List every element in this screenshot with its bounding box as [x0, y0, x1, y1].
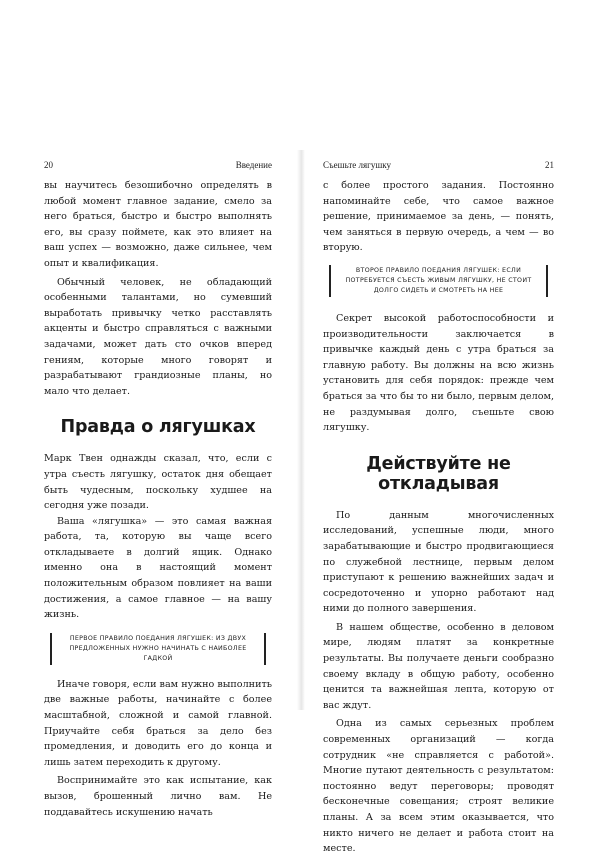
left-page [44, 150, 272, 820]
left-paragraph-4: Ваша «лягушка» — это самая важная работа, та, которую вы чаще всего откладываете в долгий ящик. Однако именно она в настоящий момент положительным образом повлияет на ваши достижения, а самое главное — на вашу жизнь. [44, 515, 272, 621]
left-rule-callout: ПЕРВОЕ ПРАВИЛО ПОЕДАНИЯ ЛЯГУШЕК: ИЗ ДВУХ ПРЕДЛОЖЕННЫХ НУЖНО НАЧИНАТЬ С НАИБОЛЕЕ ГАДКОЙ [50, 633, 266, 665]
right-paragraph-4: В нашем обществе, особенно в деловом мире, людям платят за конкретные результаты. Вы получаете деньги сообразно своему вкладу в общую работу, особенно ценится та важнейшая лепта, которую от вас ждут. [323, 621, 554, 711]
left-running-head-title: Введение [235, 160, 272, 170]
left-paragraph-2: Обычный человек, не обладающий особенными талантами, но сумевший выработать привычку четко расставлять акценты и быстро справляться с важными задачами, может дать сто очков вперед гениям, которые много говорят и разрабатывают грандиозные планы, но мало что делает. [44, 276, 272, 397]
right-paragraph-3: По данным многочисленных исследований, успешные люди, много зарабатывающие и быстро продвигающиеся по служебной лестнице, первым делом приступают к решению важнейших задач и сосредоточенно и упорно работают над ними до полного завершения. [323, 509, 554, 615]
right-running-header [323, 160, 554, 174]
right-rule-callout: ВТОРОЕ ПРАВИЛО ПОЕДАНИЯ ЛЯГУШЕК: ЕСЛИ ПОТРЕБУЕТСЯ СЪЕСТЬ ЖИВЫМ ЛЯГУШКУ, НЕ СТОИТ ДОЛГО СИДЕТЬ И СМОТРЕТЬ НА НЕЕ [329, 265, 548, 297]
book-gutter [297, 150, 305, 710]
right-running-head-title: Съешьте лягушку [323, 160, 392, 170]
right-section-heading: Действуйте не откладывая [366, 453, 511, 494]
right-page [323, 150, 554, 857]
right-paragraph-1: с более простого задания. Постоянно напоминайте себе, что самое важное решение, принимаемое за день, — понять, чем заняться в первую очередь, а чем — во вторую. [323, 180, 554, 254]
left-page-number: 20 [44, 160, 53, 170]
left-paragraph-5: Иначе говоря, если вам нужно выполнить две важные работы, начинайте с более масштабной, сложной и самой главной. Приучайте себя браться за дело без промедления, и доводить его до конца и лишь затем переходить к другому. [44, 678, 272, 768]
left-paragraph-6: Воспринимайте это как испытание, как вызов, брошенный лично вам. Не поддавайтесь искушению начать [44, 775, 272, 818]
left-section-heading: Правда о лягушках [60, 417, 256, 438]
right-page-number: 21 [545, 160, 554, 170]
left-paragraph-3: Марк Твен однажды сказал, что, если с утра съесть лягушку, остаток дня обещает быть чудесным, поскольку худшее на сегодня уже позади. [44, 453, 272, 512]
left-running-header [44, 160, 272, 174]
right-paragraph-5: Одна из самых серьезных проблем современных организаций — когда сотрудник «не справляется с работой». Многие путают деятельность с результатом: постоянно ведут переговоры; проводят бесконечные совещания; строят великие планы. А за всем этим оказывается, что никто ничего не делает и работа стоит на месте. [323, 718, 554, 855]
right-paragraph-2: Секрет высокой работоспособности и производительности заключается в привычке каждый день с утра браться за главную работу. Вы должны на всю жизнь установить для себя порядок: прежде чем браться за что бы то ни было, первым делом, не раздумывая долго, съешьте свою лягушку. [323, 312, 554, 434]
left-paragraph-1: вы научитесь безошибочно определять в любой момент главное задание, смело за него браться, быстро и быстро выполнять его, вы сразу поймете, как это влияет на ваш успех — возможно, даже сильнее, чем опыт и квалификация. [44, 180, 272, 269]
